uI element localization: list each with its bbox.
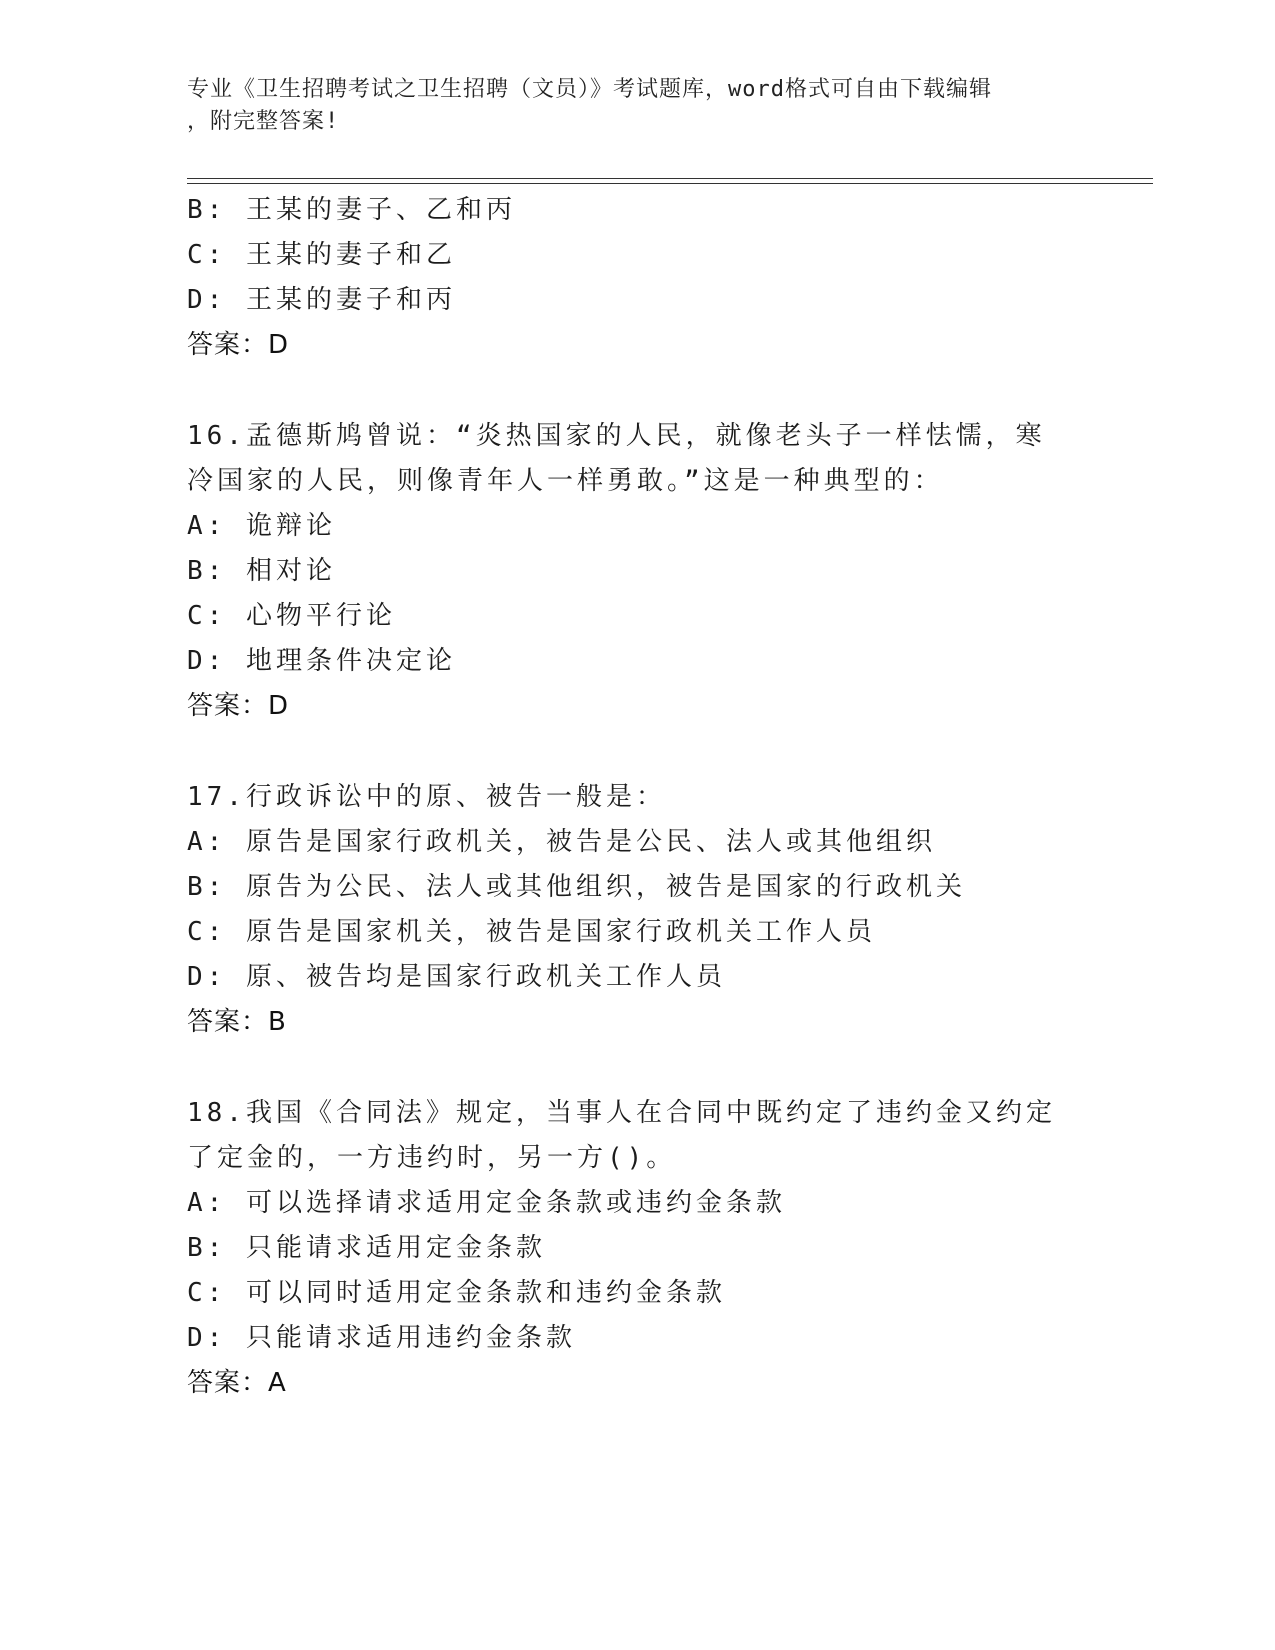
question-block-16: [187, 414, 1087, 729]
option-c: C: 王某的妻子和乙: [187, 240, 456, 270]
header-line-2: ，附完整答案!: [187, 109, 340, 134]
header-divider-bottom: [187, 183, 1153, 184]
question-text: 16.孟德斯鸠曾说：“炎热国家的人民，就像老头子一样怯懦，寒冷国家的人民，则像青年人一样勇敢。”这是一种典型的：: [187, 421, 1046, 496]
header-divider-top: [187, 178, 1153, 179]
option-d: D: 地理条件决定论: [187, 646, 456, 676]
question-block-18: [187, 1091, 1087, 1406]
option-d: D: 原、被告均是国家行政机关工作人员: [187, 962, 726, 992]
question-list: [187, 188, 1087, 1452]
option-a: A: 可以选择请求适用定金条款或违约金条款: [187, 1188, 786, 1218]
option-b: B: 王某的妻子、乙和丙: [187, 195, 516, 225]
option-c: C: 心物平行论: [187, 601, 396, 631]
answer-line: 答案：A: [187, 1368, 287, 1398]
answer-line: 答案：D: [187, 330, 290, 360]
option-a: A: 原告是国家行政机关，被告是公民、法人或其他组织: [187, 827, 936, 857]
question-text: 17.行政诉讼中的原、被告一般是：: [187, 782, 666, 812]
option-b: B: 只能请求适用定金条款: [187, 1233, 546, 1263]
question-text: 18.我国《合同法》规定，当事人在合同中既约定了违约金又约定了定金的，一方违约时，另一方()。: [187, 1098, 1056, 1173]
option-d: D: 只能请求适用违约金条款: [187, 1323, 576, 1353]
option-a: A: 诡辩论: [187, 511, 336, 541]
header-line-1: 专业《卫生招聘考试之卫生招聘（文员）》考试题库，word格式可自由下载编辑: [187, 77, 992, 102]
question-block-15: [187, 188, 1087, 368]
option-c: C: 可以同时适用定金条款和违约金条款: [187, 1278, 726, 1308]
answer-line: 答案：D: [187, 691, 290, 721]
option-c: C: 原告是国家机关，被告是国家行政机关工作人员: [187, 917, 876, 947]
question-block-17: [187, 775, 1087, 1045]
option-b: B: 相对论: [187, 556, 336, 586]
answer-line: 答案：B: [187, 1007, 287, 1037]
option-d: D: 王某的妻子和丙: [187, 285, 456, 315]
document-header: [187, 74, 1067, 138]
option-b: B: 原告为公民、法人或其他组织，被告是国家的行政机关: [187, 872, 966, 902]
